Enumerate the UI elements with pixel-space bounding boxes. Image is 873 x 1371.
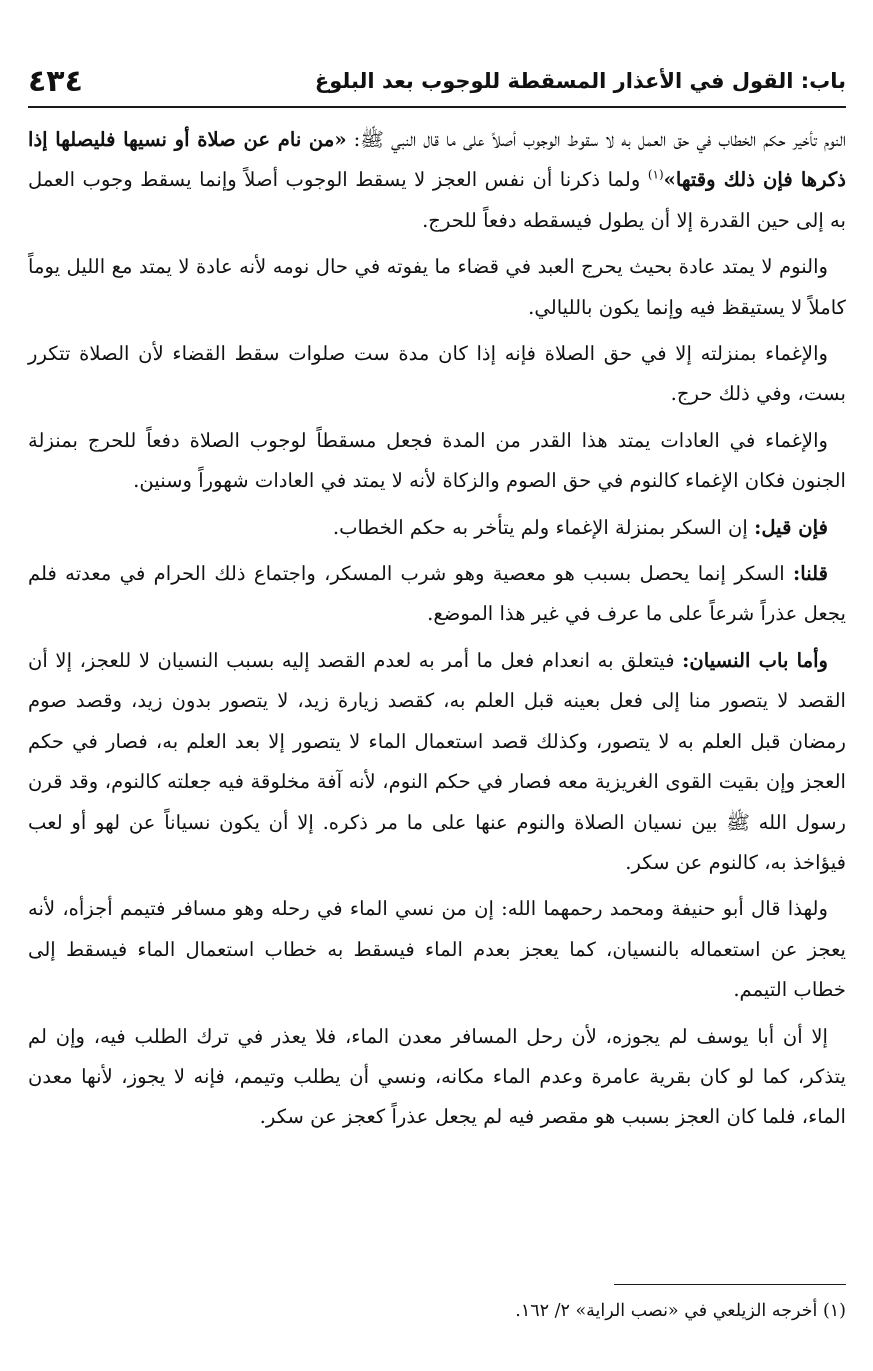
- paragraph-text: فيتعلق به انعدام فعل ما أمر به لعدم القصد إليه بسبب النسيان لا للعجز، إلا أن القصد لا يتصور منا إلى فعل بعينه قبل العلم به، كقصد زيارة زيد، لا يتصور بدون زيد، وقصد صوم رمضان قبل العلم به لا يتصور، وكذلك قصد استعمال الماء لا يتصور إلا بعد العلم به، فصار في حكم العجز وإن بقيت القوى الغريزية معه فصار في حكم النوم، لأنه آفة مخلوقة فيه جعلته كالنوم، وقد قرن رسول الله ﷺ بين نسيان الصلاة والنوم عنها على ما مر ذكره. إلا أن يكون نسياناً عن لهو أو لعب فيؤاخذ به، كالنوم عن سكر.: [28, 648, 846, 874]
- paragraph: [28, 247, 846, 328]
- chapter-title: باب: القول في الأعذار المسقطة للوجوب بعد البلوغ: [314, 69, 846, 93]
- footnote: [28, 1296, 846, 1326]
- paragraph-text: ولهذا قال أبو حنيفة ومحمد رحمهما الله: إن من نسي الماء في رحله وهو مسافر فتيمم أجزأه، لأنه يعجز عن استعماله بالنسيان، كما يعجز بعدم الماء فيسقط به خطاب استعمال الماء فيسقط إلى خطاب التيمم.: [28, 897, 846, 1002]
- footnote-number: (١): [822, 1301, 846, 1321]
- page-number: ٤٣٤: [28, 63, 83, 99]
- running-header: [28, 56, 846, 108]
- footnote-text: أخرجه الزيلعي في «نصب الراية» ٢/ ١٦٢.: [515, 1301, 818, 1321]
- paragraph: [28, 120, 846, 241]
- footnote-reference: (١): [647, 167, 664, 182]
- paragraph-text: إلا أن أبا يوسف لم يجوزه، لأن رحل المسافر معدن الماء، فلا يعذر في ترك الطلب فيه، وإن لم يتذكر، كما لو كان بقرية عامرة وعدم الماء مكانه، ونسي أن يطلب وتيمم، فإنه لا يجوز، لأنها معدن الماء، فلما كان العجز بسبب هو مقصر فيه لم يجعل عذراً كعجز عن سكر.: [28, 1024, 846, 1129]
- paragraph: [28, 554, 846, 635]
- paragraph: [28, 889, 846, 1010]
- paragraph-text: السكر إنما يحصل بسبب هو معصية وهو شرب المسكر، واجتماع ذلك الحرام في معدته فلم يجعل عذراً شرعاً على ما عرف في غير هذا الموضع.: [28, 562, 846, 626]
- paragraph: [28, 421, 846, 502]
- paragraph: [28, 334, 846, 415]
- paragraph: [28, 1017, 846, 1138]
- paragraph: [28, 641, 846, 883]
- paragraph-text: والنوم لا يمتد عادة بحيث يحرج العبد في قضاء ما يفوته في حال نومه لأنه عادة لا يمتد مع الليل يوماً كاملاً لا يستيقظ فيه وإنما يكون بالليالي.: [28, 255, 846, 319]
- hadith-quote: «من نام عن صلاة أو نسيها فليصلها إذا ذكرها فإن ذلك وقتها»: [28, 128, 846, 192]
- paragraph-text: إن السكر بمنزلة الإغماء ولم يتأخر به حكم الخطاب.: [332, 515, 755, 539]
- main-text: [28, 120, 846, 1138]
- paragraph-text: والإغماء في العادات يمتد هذا القدر من المدة فجعل مسقطاً لوجوب الصلاة دفعاً للحرج بمنزلة الجنون فكان الإغماء كالنوم في حق الصوم والزكاة لأنه لا يمتد في العادات شهوراً وسنين.: [28, 428, 846, 493]
- footnote-separator: [614, 1284, 846, 1285]
- paragraph-lead: فإن قيل:: [754, 515, 828, 539]
- paragraph-lead: وأما باب النسيان:: [682, 648, 828, 672]
- paragraph-text: ولما ذكرنا أن نفس العجز لا يسقط الوجوب أصلاً وإنما يسقط وجوب العمل به إلى حين القدرة إلا أن يطول فيسقطه دفعاً للحرج.: [28, 168, 846, 232]
- book-page: [28, 56, 846, 1346]
- paragraph-lead: قلنا:: [793, 562, 828, 586]
- paragraph: [28, 508, 846, 548]
- paragraph-text: النوم تأخير حكم الخطاب في حق العمل به لا سقوط الوجوب أصلاً على ما قال النبي ﷺ:: [346, 128, 846, 151]
- paragraph-text: والإغماء بمنزلته إلا في حق الصلاة فإنه إذا كان مدة ست صلوات سقط القضاء لأن الصلاة تتكرر بست، وفي ذلك حرج.: [28, 342, 846, 406]
